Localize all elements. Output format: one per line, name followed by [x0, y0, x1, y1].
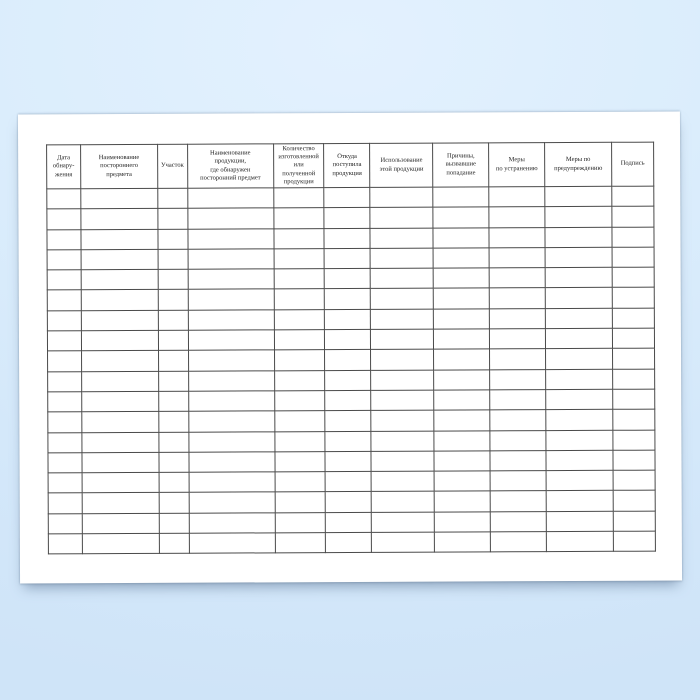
table-cell	[159, 411, 189, 431]
table-cell	[158, 351, 188, 371]
table-cell	[82, 513, 159, 534]
table-cell	[489, 288, 545, 309]
table-cell	[48, 432, 82, 452]
column-header-product-origin: Откуда поступила продукция	[324, 143, 370, 187]
table-cell	[275, 492, 326, 513]
table-cell	[545, 227, 612, 248]
table-cell	[326, 472, 372, 493]
table-cell	[81, 188, 158, 209]
table-cell	[159, 432, 189, 452]
table-cell	[371, 471, 434, 492]
column-header-product-use: Использование этой продукции	[370, 143, 433, 187]
table-cell	[490, 349, 546, 370]
table-cell	[371, 431, 434, 452]
column-header-foreign-object-name: Наименование постороннего предмета	[80, 144, 157, 188]
table-cell	[189, 533, 275, 554]
table-cell	[189, 513, 275, 534]
table-cell	[325, 269, 371, 290]
table-cell	[613, 511, 655, 531]
table-cell	[372, 492, 435, 513]
table-cell	[434, 451, 490, 472]
table-cell	[275, 512, 326, 533]
table-cell	[48, 473, 82, 493]
table-cell	[545, 267, 612, 288]
table-cell	[325, 329, 371, 350]
table-row	[48, 470, 655, 493]
table-cell	[188, 249, 274, 270]
table-cell	[188, 310, 274, 331]
table-cell	[275, 451, 326, 472]
table-cell	[372, 512, 435, 533]
table-cell	[434, 309, 490, 330]
table-cell	[613, 531, 655, 551]
table-cell	[47, 189, 81, 209]
table-cell	[47, 250, 81, 270]
table-cell	[371, 410, 434, 431]
table-cell	[82, 412, 159, 433]
table-cell	[546, 369, 613, 390]
table-cell	[158, 209, 188, 229]
table-cell	[545, 247, 612, 268]
table-cell	[82, 493, 159, 514]
table-row	[47, 247, 654, 270]
table-cell	[187, 188, 273, 209]
journal-table	[46, 142, 656, 555]
column-header-prevention-measures: Меры по предупреждению	[545, 142, 612, 186]
table-cell	[81, 351, 158, 372]
table-cell	[158, 249, 188, 269]
table-cell	[612, 247, 654, 267]
table-cell	[158, 269, 188, 289]
table-cell	[489, 308, 545, 329]
table-cell	[47, 331, 81, 351]
table-cell	[433, 268, 489, 289]
table-cell	[371, 309, 434, 330]
table-cell	[434, 349, 490, 370]
table-cell	[546, 410, 613, 431]
table-cell	[188, 289, 274, 310]
table-cell	[434, 370, 490, 391]
table-cell	[546, 450, 613, 471]
table-cell	[433, 207, 489, 228]
table-cell	[158, 229, 188, 249]
table-cell	[491, 532, 547, 553]
table-cell	[189, 452, 275, 473]
table-cell	[490, 511, 546, 532]
table-cell	[545, 308, 612, 329]
table-cell	[370, 187, 433, 208]
table-cell	[613, 491, 655, 511]
table-row	[48, 450, 655, 473]
table-cell	[612, 267, 654, 287]
table-cell	[370, 228, 433, 249]
table-cell	[82, 432, 159, 453]
table-cell	[613, 430, 655, 450]
table-cell	[158, 391, 188, 411]
table-cell	[434, 410, 490, 431]
table-cell	[82, 533, 159, 554]
table-row	[47, 328, 654, 351]
table-cell	[434, 329, 490, 350]
table-cell	[159, 493, 189, 513]
table-cell	[490, 410, 546, 431]
table-cell	[613, 369, 655, 389]
table-cell	[81, 290, 158, 311]
table-cell	[546, 430, 613, 451]
table-row	[48, 389, 655, 412]
table-cell	[274, 391, 325, 412]
table-cell	[81, 330, 158, 351]
table-cell	[546, 511, 613, 532]
table-cell	[158, 310, 188, 330]
table-cell	[158, 188, 188, 208]
table-row	[47, 267, 654, 290]
table-cell	[82, 371, 159, 392]
table-cell	[326, 532, 372, 553]
table-cell	[546, 349, 613, 370]
table-cell	[81, 249, 158, 270]
table-cell	[545, 207, 612, 228]
table-cell	[613, 470, 655, 490]
table-cell	[273, 188, 324, 209]
table-body	[47, 186, 656, 554]
table-cell	[47, 229, 81, 249]
table-cell	[490, 491, 546, 512]
table-cell	[188, 228, 274, 249]
table-cell	[48, 412, 82, 432]
table-row	[48, 369, 655, 392]
table-cell	[612, 348, 654, 368]
table-cell	[325, 350, 371, 371]
table-cell	[274, 249, 325, 270]
table-cell	[434, 390, 490, 411]
table-cell	[189, 431, 275, 452]
table-cell	[372, 532, 435, 553]
table-cell	[274, 431, 325, 452]
table-cell	[325, 370, 371, 391]
column-header-causes: Причины, вызвавшие попадание	[433, 143, 489, 187]
table-cell	[325, 309, 371, 330]
table-cell	[275, 533, 326, 554]
table-cell	[82, 391, 159, 412]
table-row	[48, 430, 655, 453]
table-cell	[188, 269, 274, 290]
table-cell	[371, 329, 434, 350]
table-cell	[82, 452, 159, 473]
table-cell	[612, 227, 654, 247]
table-cell	[275, 472, 326, 493]
table-row	[47, 308, 654, 331]
document-page	[18, 112, 682, 584]
table-cell	[47, 311, 81, 331]
table-cell	[546, 491, 613, 512]
table-cell	[158, 371, 188, 391]
table-cell	[47, 290, 81, 310]
table-cell	[490, 471, 546, 492]
table-cell	[490, 329, 546, 350]
table-cell	[371, 390, 434, 411]
table-row	[48, 348, 655, 371]
table-cell	[82, 473, 159, 494]
table-cell	[274, 330, 325, 351]
table-cell	[326, 512, 372, 533]
table-cell	[48, 453, 82, 473]
column-header-signature: Подпись	[612, 142, 654, 186]
table-cell	[370, 207, 433, 228]
table-cell	[48, 513, 82, 533]
table-cell	[371, 451, 434, 472]
table-cell	[370, 248, 433, 269]
table-cell	[612, 288, 654, 308]
table-cell	[324, 228, 370, 249]
table-cell	[325, 289, 371, 310]
column-header-section: Участок	[157, 144, 187, 188]
column-header-product-name: Наименование продукции, где обнаружен посторонний предмет	[187, 144, 273, 188]
table-cell	[159, 533, 189, 553]
table-cell	[435, 512, 491, 533]
table-cell	[81, 229, 158, 250]
table-cell	[188, 330, 274, 351]
table-row	[48, 409, 655, 432]
table-cell	[434, 288, 490, 309]
table-cell	[159, 452, 189, 472]
table-cell	[48, 493, 82, 513]
table-cell	[81, 209, 158, 230]
table-cell	[490, 369, 546, 390]
table-cell	[489, 248, 545, 269]
table-cell	[189, 492, 275, 513]
table-cell	[325, 431, 371, 452]
table-cell	[48, 351, 82, 371]
table-cell	[612, 206, 654, 226]
table-cell	[489, 187, 545, 208]
table-row	[48, 491, 655, 514]
table-cell	[546, 389, 613, 410]
table-cell	[274, 411, 325, 432]
table-cell	[371, 349, 434, 370]
table-cell	[326, 492, 372, 513]
table-cell	[325, 411, 371, 432]
table-cell	[545, 186, 612, 207]
table-cell	[324, 208, 370, 229]
table-cell	[47, 209, 81, 229]
table-cell	[489, 268, 545, 289]
table-cell	[188, 411, 274, 432]
table-row	[48, 531, 655, 554]
table-cell	[48, 371, 82, 391]
table-cell	[47, 270, 81, 290]
table-cell	[48, 534, 82, 554]
table-cell	[274, 350, 325, 371]
table-cell	[612, 186, 654, 206]
table-cell	[81, 270, 158, 291]
table-cell	[371, 370, 434, 391]
table-cell	[545, 328, 612, 349]
table-cell	[371, 268, 434, 289]
table-row	[47, 206, 654, 229]
table-cell	[434, 491, 490, 512]
table-cell	[613, 389, 655, 409]
table-cell	[274, 228, 325, 249]
table-cell	[273, 208, 324, 229]
table-cell	[434, 430, 490, 451]
table-cell	[188, 350, 274, 371]
table-cell	[433, 227, 489, 248]
table-cell	[81, 310, 158, 331]
table-cell	[612, 328, 654, 348]
table-cell	[325, 390, 371, 411]
table-cell	[613, 450, 655, 470]
table-cell	[546, 531, 613, 552]
table-cell	[158, 330, 188, 350]
table-cell	[490, 390, 546, 411]
table-cell	[159, 513, 189, 533]
table-cell	[433, 187, 489, 208]
table-cell	[274, 269, 325, 290]
table-cell	[274, 309, 325, 330]
table-row	[47, 227, 654, 250]
table-row	[47, 186, 654, 209]
table-header-row	[47, 142, 654, 189]
table-cell	[188, 208, 274, 229]
table-cell	[48, 392, 82, 412]
table-cell	[158, 290, 188, 310]
table-row	[47, 288, 654, 311]
column-header-elimination-measures: Меры по устранению	[489, 143, 545, 187]
table-cell	[371, 289, 434, 310]
table-cell	[613, 409, 655, 429]
table-cell	[274, 370, 325, 391]
table-cell	[489, 207, 545, 228]
table-row	[48, 511, 655, 534]
table-cell	[546, 470, 613, 491]
table-cell	[325, 451, 371, 472]
table-cell	[435, 532, 491, 553]
table-cell	[612, 308, 654, 328]
table-cell	[434, 471, 490, 492]
table-cell	[159, 472, 189, 492]
column-header-product-quantity: Количество изготовленной или полученной продукции	[273, 144, 324, 188]
table-cell	[325, 248, 371, 269]
column-header-discovery-date: Дата обнару- жения	[47, 145, 81, 189]
table-cell	[490, 450, 546, 471]
table-cell	[188, 371, 274, 392]
table-cell	[489, 227, 545, 248]
table-cell	[545, 288, 612, 309]
table-cell	[490, 430, 546, 451]
table-cell	[324, 187, 370, 208]
table-cell	[188, 391, 274, 412]
table-cell	[189, 472, 275, 493]
table-cell	[433, 248, 489, 269]
table-cell	[274, 289, 325, 310]
